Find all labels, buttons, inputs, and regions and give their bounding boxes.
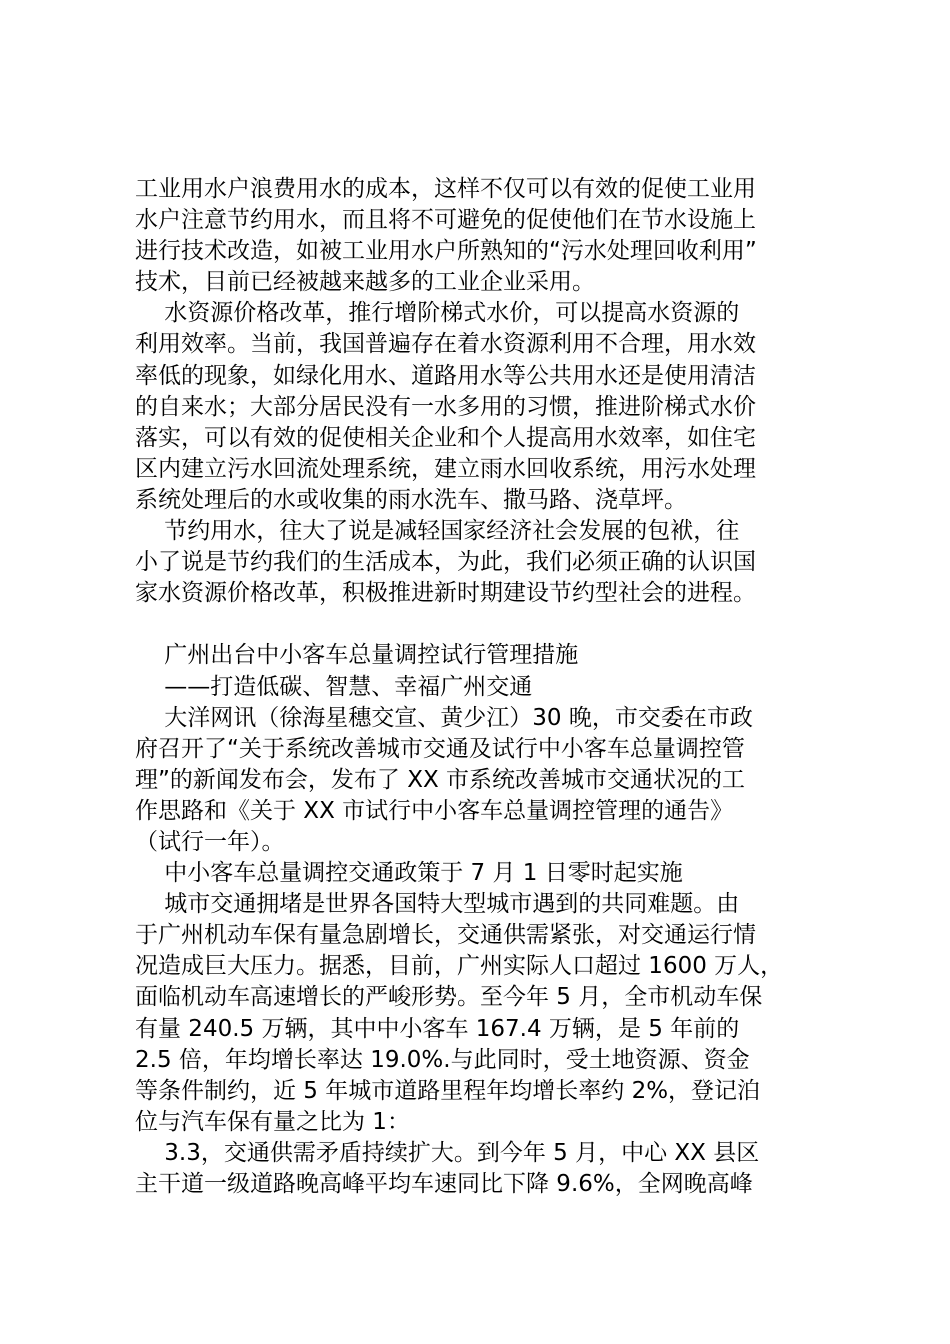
text-line: 作思路和《关于 XX 市试行中小客车总量调控管理的通告》 <box>135 797 734 824</box>
text-line: 府召开了“关于系统改善城市交通及试行中小客车总量调控管 <box>135 735 745 762</box>
text-line: 3.3，交通供需矛盾持续扩大。到今年 5 月，中心 XX 县区 <box>135 1139 760 1166</box>
text-line: 等条件制约，近 5 年城市道路里程年均增长率约 2%，登记泊 <box>135 1077 761 1104</box>
text-line: （试行一年）。 <box>135 828 285 855</box>
text-line: 2.5 倍，年均增长率达 19.0%.与此同时，受土地资源、资金 <box>135 1046 750 1073</box>
text-line: 主干道一级道路晚高峰平均车速同比下降 9.6%，全网晚高峰 <box>135 1171 753 1197</box>
document-body <box>135 174 835 1200</box>
text-line: 理”的新闻发布会，发布了 XX 市系统改善城市交通状况的工 <box>135 766 746 793</box>
text-line: 位与汽车保有量之比为 1： <box>135 1108 410 1135</box>
text-line: 技术，目前已经被越来越多的工业企业采用。 <box>135 269 595 296</box>
text-line: 家水资源价格改革，积极推进新时期建设节约型社会的进程。 <box>135 580 756 607</box>
text-line: 落实，可以有效的促使相关企业和个人提高用水效率，如住宅 <box>135 424 756 451</box>
article-title: 广州出台中小客车总量调控试行管理措施 <box>135 642 579 669</box>
text-line: 况造成巨大压力。据悉，目前，广州实际人口超过 1600 万人， <box>135 953 784 980</box>
text-line: 有量 240.5 万辆，其中中小客车 167.4 万辆，是 5 年前的 <box>135 1015 740 1042</box>
text-line: 率低的现象，如绿化用水、道路用水等公共用水还是使用清洁 <box>135 362 756 389</box>
text-line: 水户注意节约用水，而且将不可避免的促使他们在节水设施上 <box>135 207 756 234</box>
text-line: 城市交通拥堵是世界各国特大型城市遇到的共同难题。由 <box>135 891 740 918</box>
text-line: 节约用水，往大了说是减轻国家经济社会发展的包袱，往 <box>135 518 740 545</box>
text-line: 面临机动车高速增长的严峻形势。至今年 5 月，全市机动车保 <box>135 984 763 1011</box>
text-line: 区内建立污水回流处理系统，建立雨水回收系统，用污水处理 <box>135 455 756 482</box>
text-line: 小了说是节约我们的生活成本，为此，我们必须正确的认识国 <box>135 549 756 576</box>
text-line: 于广州机动车保有量急剧增长，交通供需紧张，对交通运行情 <box>135 922 756 949</box>
paragraph-gap <box>135 609 835 640</box>
article-subtitle: ——打造低碳、智慧、幸福广州交通 <box>135 673 533 700</box>
text-line: 的自来水；大部分居民没有一水多用的习惯，推进阶梯式水价 <box>135 393 756 420</box>
text-line: 工业用水户浪费用水的成本，这样不仅可以有效的促使工业用 <box>135 176 756 202</box>
text-line: 进行技术改造，如被工业用水户所熟知的“污水处理回收利用” <box>135 238 757 265</box>
text-line: 水资源价格改革，推行增阶梯式水价，可以提高水资源的 <box>135 300 740 327</box>
text-line: 大洋网讯（徐海星穗交宣、黄少江）30 晚，市交委在市政 <box>135 704 753 731</box>
text-line: 系统处理后的水或收集的雨水洗车、撒马路、浇草坪。 <box>135 486 687 513</box>
section-heading: 中小客车总量调控交通政策于 7 月 1 日零时起实施 <box>135 860 683 887</box>
text-line: 利用效率。当前，我国普遍存在着水资源利用不合理，用水效 <box>135 331 756 358</box>
